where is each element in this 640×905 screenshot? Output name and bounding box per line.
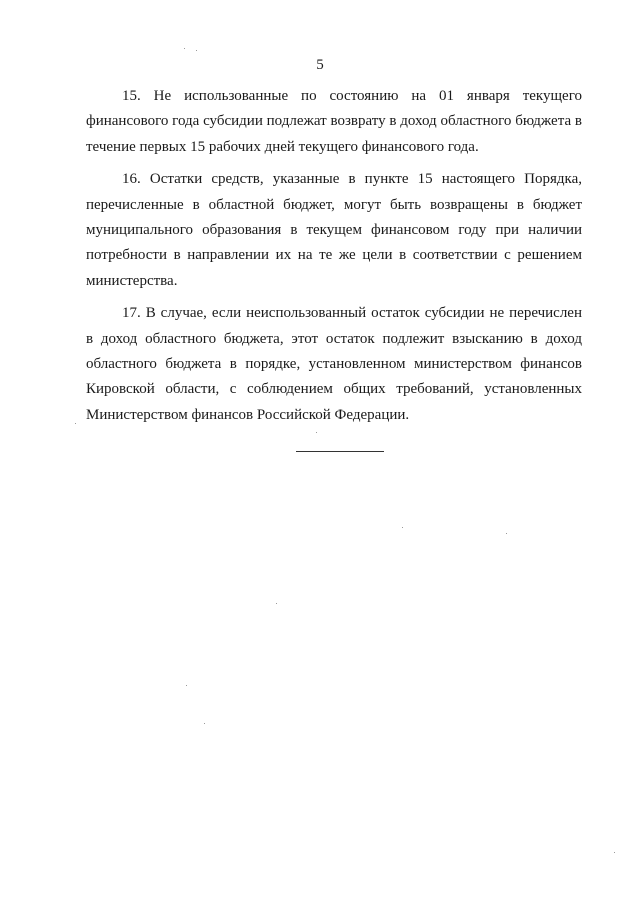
clause-16: 16. Остатки средств, указанные в пункте 15 настоящего Порядка, перечисленные в областной бюджет, могут быть возвращены в бюджет муниципального образования в текущем финансовом году при наличии потребности в направлении их на те же цели в соответствии с решением министерства. [86, 171, 582, 289]
clause-15: 15. Не использованные по состоянию на 01 января текущего финансового года субсидии подлежат возврату в доход областного бюджета в течение первых 15 рабочих дней текущего финансового года. [86, 88, 582, 155]
document-body [86, 84, 582, 435]
scan-speck [614, 852, 615, 853]
scan-speck [276, 603, 277, 604]
end-of-document-rule [296, 451, 384, 452]
scan-speck [506, 533, 507, 534]
scan-speck [204, 723, 205, 724]
clause-17: 17. В случае, если неиспользованный остаток субсидии не перечислен в доход областного бюджета, этот остаток подлежит взысканию в доход областного бюджета в порядке, установленном министерством финансов Кировской области, с соблюдением общих требований, установленных Министерством финансов Российской Федерации. [86, 305, 582, 423]
scan-speck [186, 685, 187, 686]
scan-speck [75, 423, 76, 424]
scan-speck [184, 48, 185, 49]
page-number: 5 [316, 57, 324, 73]
scan-speck [196, 50, 197, 51]
scan-speck [402, 527, 403, 528]
scan-speck [316, 432, 317, 433]
